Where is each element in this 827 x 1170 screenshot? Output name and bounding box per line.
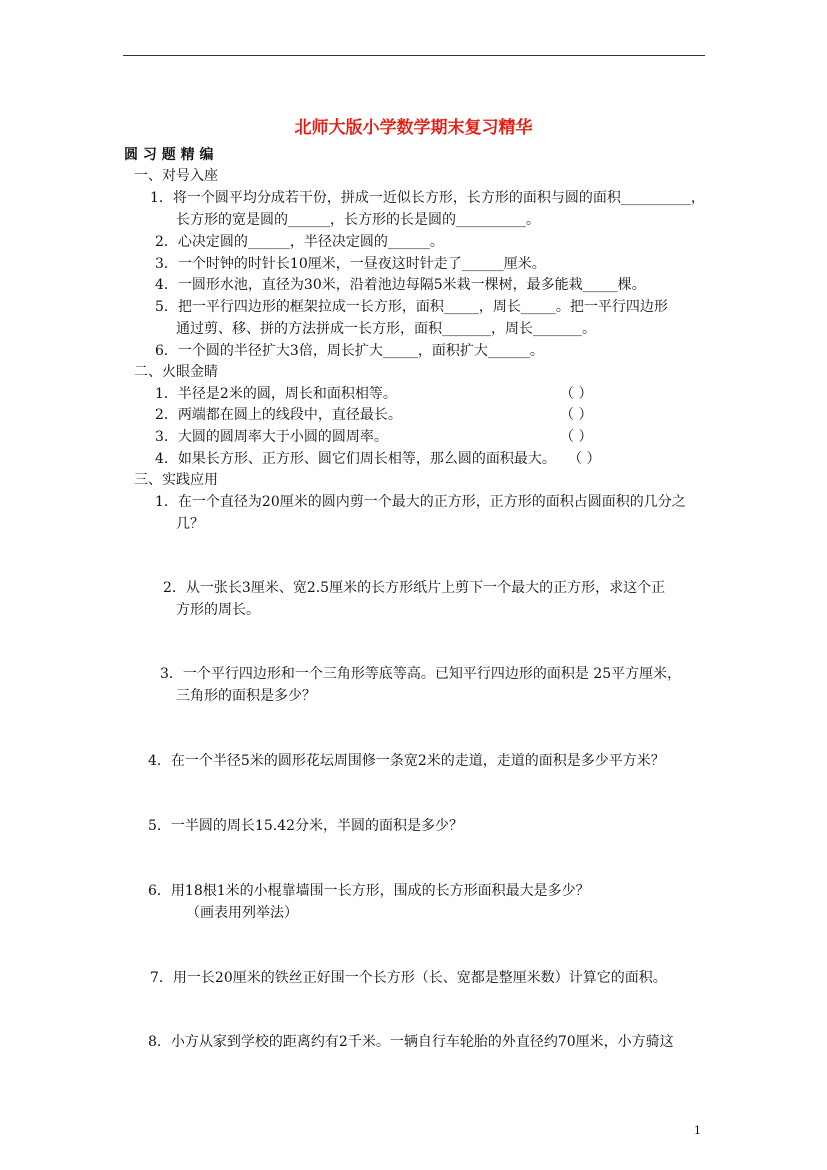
s1-q1-line2: 长方形的宽是圆的______，长方形的长是圆的__________。 — [176, 212, 540, 228]
s1-q2: 2．心决定圆的______，半径决定圆的______。 — [155, 234, 444, 250]
s1-q6: 6．一个圆的半径扩大3倍，周长扩大_____，面积扩大______。 — [155, 343, 544, 359]
section1-heading: 一、对号入座 — [134, 168, 218, 184]
page-title: 北师大版小学数学期末复习精华 — [294, 118, 533, 138]
s3-q2-line2: 方形的周长。 — [176, 602, 260, 618]
page-number: 1 — [694, 1124, 701, 1137]
s3-q6-line1: 6．用18根1米的小棍靠墙围一长方形，围成的长方形面积最大是多少？ — [148, 883, 590, 899]
s3-q3-line2: 三角形的面积是多少？ — [176, 688, 316, 704]
section2-heading: 二、火眼金睛 — [134, 364, 218, 380]
s3-q5: 5．一半圆的周长15.42分米，半圆的面积是多少？ — [148, 818, 463, 834]
s2-q1-answer-paren: （ ） — [560, 386, 593, 402]
s3-q3-line1: 3．一个平行四边形和一个三角形等底等高。已知平行四边形的面积是 25平方厘米， — [160, 666, 682, 682]
s3-q1-line2: 几？ — [176, 516, 204, 532]
subtitle: 圆 习 题 精 编 — [124, 147, 214, 163]
s2-q3-answer-paren: （ ） — [560, 429, 593, 445]
s2-q4-answer-paren: （ ） — [568, 451, 601, 467]
s2-q1: 1．半径是2米的圆，周长和面积相等。 — [155, 386, 397, 402]
section3-heading: 三、实践应用 — [134, 472, 218, 488]
s1-q5-line1: 5．把一平行四边形的框架拉成一长方形，面积_____，周长_____。把一平行四边形 — [155, 299, 668, 315]
s2-q4: 4．如果长方形、正方形、圆它们周长相等，那么圆的面积最大。 — [155, 451, 556, 467]
s3-q2-line1: 2．从一张长3厘米、宽2.5厘米的长方形纸片上剪下一个最大的正方形，求这个正 — [163, 580, 666, 596]
s3-q8: 8．小方从家到学校的距离约有2千米。一辆自行车轮胎的外直径约70厘米，小方骑这 — [148, 1034, 674, 1050]
s3-q6-line2: （画表用列举法） — [186, 905, 298, 921]
s3-q1-line1: 1．在一个直径为20厘米的圆内剪一个最大的正方形，正方形的面积占圆面积的几分之 — [155, 494, 686, 510]
s1-q4: 4．一圆形水池，直径为30米，沿着池边每隔5米栽一棵树，最多能栽_____棵。 — [155, 277, 646, 293]
s1-q1-line1: 1．将一个圆平均分成若干份，拼成一近似长方形，长方形的面积与圆的面积__________， — [150, 190, 705, 206]
s1-q5-line2: 通过剪、移、拼的方法拼成一长方形，面积_______，周长_______。 — [176, 321, 596, 337]
s2-q3: 3．大圆的圆周率大于小圆的圆周率。 — [155, 429, 388, 445]
s3-q7: 7．用一长20厘米的铁丝正好围一个长方形（长、宽都是整厘米数）计算它的面积。 — [150, 970, 667, 986]
s1-q3: 3．一个时钟的时针长10厘米，一昼夜这时针走了______厘米。 — [155, 256, 546, 272]
header-rule — [123, 55, 705, 56]
s3-q4: 4．在一个半径5米的圆形花坛周围修一条宽2米的走道，走道的面积是多少平方米？ — [148, 753, 665, 769]
s2-q2: 2．两端都在圆上的线段中，直径最长。 — [155, 407, 402, 423]
s2-q2-answer-paren: （ ） — [560, 407, 593, 423]
